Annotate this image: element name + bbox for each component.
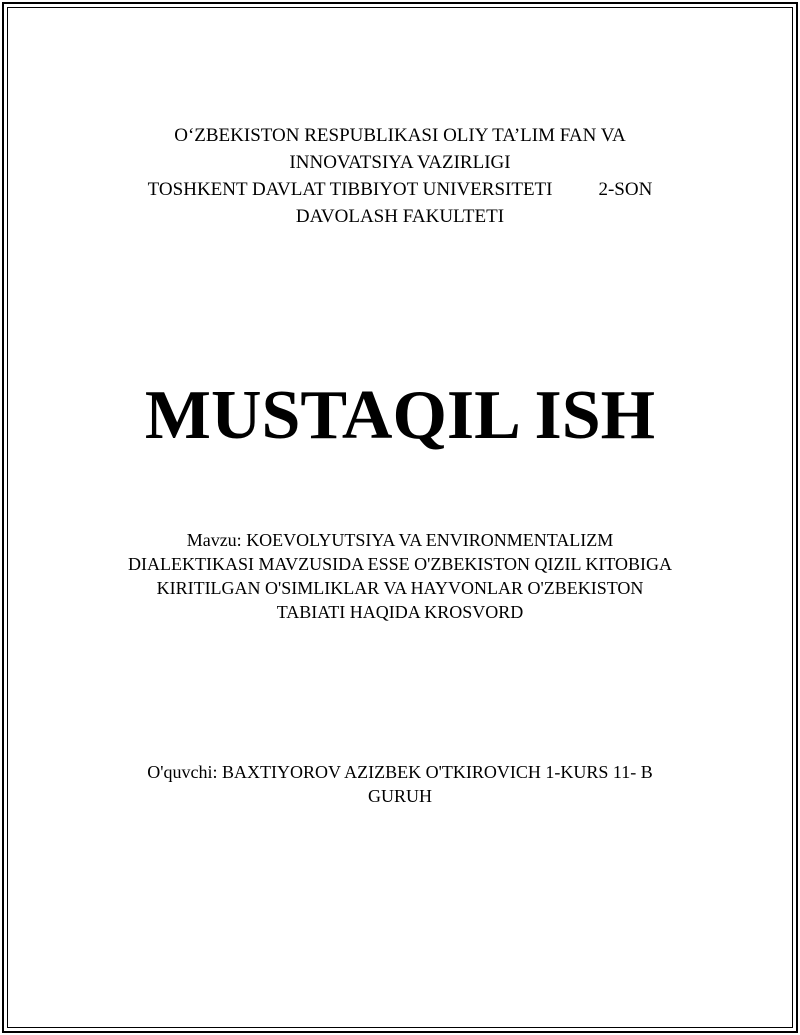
topic-line-3: KIRITILGAN O'SIMLIKLAR VA HAYVONLAR O'ZBEKISTON [156, 578, 644, 598]
university-name: TOSHKENT DAVLAT TIBBIYOT UNIVERSITETI [147, 179, 553, 200]
topic-block [0, 528, 800, 624]
department-number: 2-SON [598, 179, 653, 200]
faculty-line: DAVOLASH FAKULTETI [295, 206, 505, 227]
university-line [0, 176, 800, 203]
topic-line-2: DIALEKTIKASI MAVZUSIDA ESSE O'ZBEKISTON QIZIL KITOBIGA [127, 554, 673, 574]
document-title: MUSTAQIL ISH [144, 377, 656, 454]
topic-line-4: TABIATI HAQIDA KROSVORD [276, 602, 524, 622]
ministry-line-1: O‘ZBEKISTON RESPUBLIKASI OLIY TA’LIM FAN VA [174, 125, 626, 146]
institution-header [0, 122, 800, 230]
student-line-1: O'quvchi: BAXTIYOROV AZIZBEK O'TKIROVICH 1-KURS 11- B [147, 762, 653, 782]
student-line-2: GURUH [367, 786, 432, 806]
ministry-line-2: INNOVATSIYA VAZIRLIGI [289, 152, 511, 173]
topic-line-1: Mavzu: KOEVOLYUTSIYA VA ENVIRONMENTALIZM [186, 530, 614, 550]
student-block [0, 760, 800, 808]
